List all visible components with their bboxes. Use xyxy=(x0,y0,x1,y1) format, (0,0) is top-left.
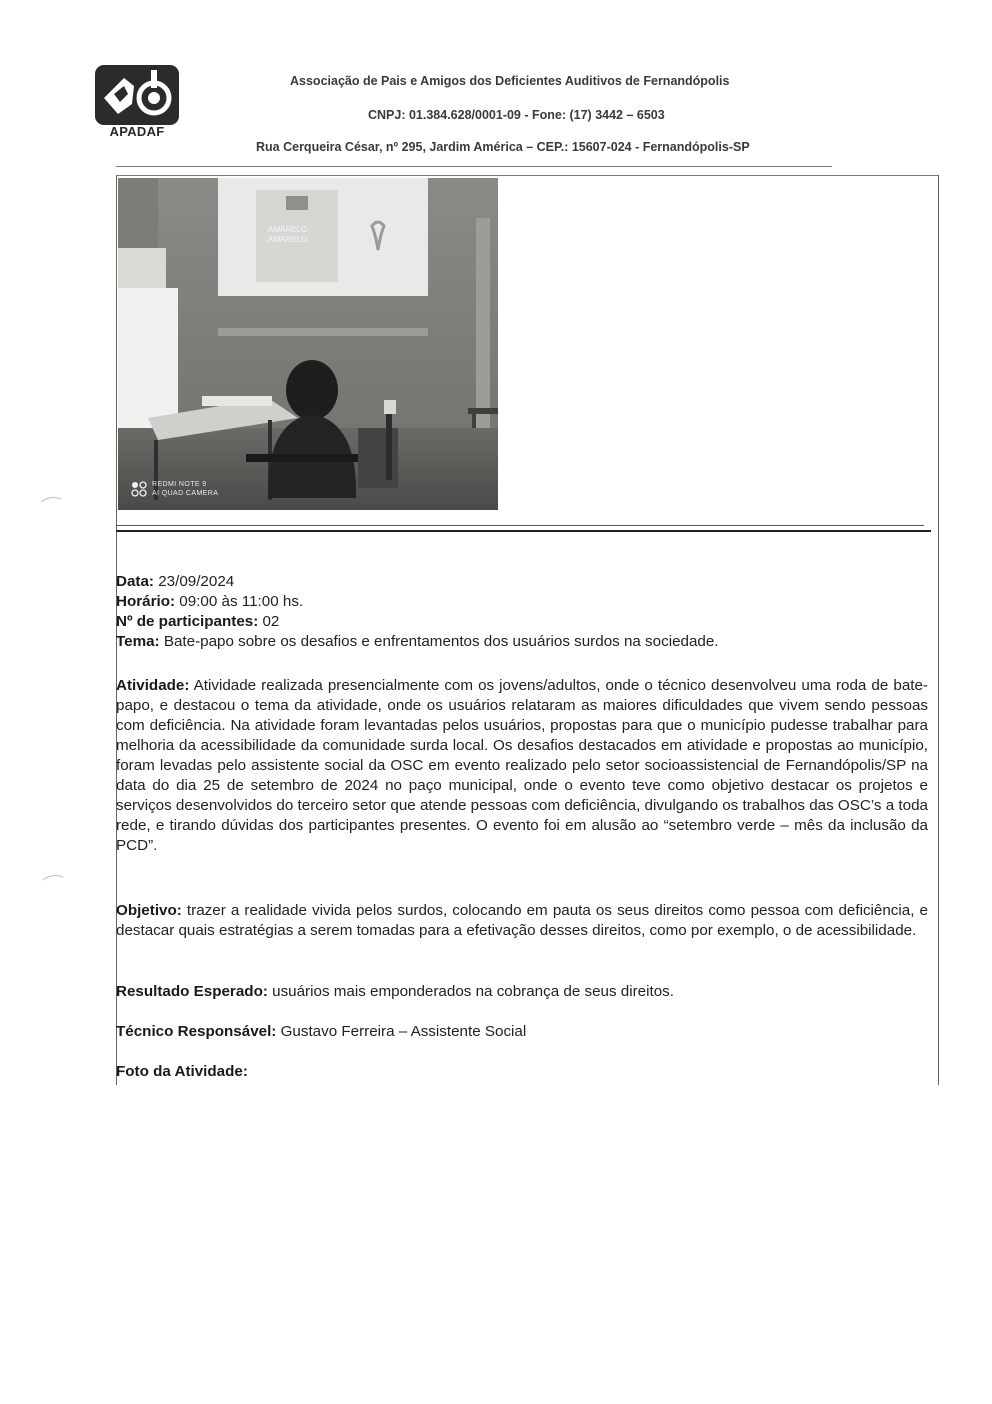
theme-line xyxy=(116,632,928,652)
camera-watermark-icon xyxy=(130,480,148,498)
screen-text-1: AMARELO xyxy=(268,225,308,234)
scan-margin-mark xyxy=(40,494,62,504)
activity-paragraph xyxy=(116,676,928,856)
participants-label: Nº de participantes: xyxy=(116,613,259,630)
activity-label: Atividade: xyxy=(116,677,190,694)
section-divider-thin xyxy=(116,525,924,526)
classroom-photo-illustration xyxy=(118,178,498,510)
participants-line xyxy=(116,612,928,632)
header-divider xyxy=(116,166,832,167)
activity-photo xyxy=(118,178,498,510)
time-line xyxy=(116,592,928,612)
theme-label: Tema: xyxy=(116,633,160,650)
photo-section-label: Foto da Atividade: xyxy=(116,1063,248,1080)
objective-label: Objetivo: xyxy=(116,902,182,919)
participants-value: 02 xyxy=(258,613,280,630)
watermark-line-1: REDMI NOTE 9 xyxy=(152,481,207,488)
responsible-text: Gustavo Ferreira – Assistente Social xyxy=(276,1023,527,1040)
expected-result-text: usuários mais emponderados na cobrança de seus direitos. xyxy=(267,983,674,1000)
responsible-paragraph xyxy=(116,1022,928,1042)
watermark-line-2: AI QUAD CAMERA xyxy=(152,490,219,497)
camera-watermark xyxy=(152,480,218,498)
frame-top-border xyxy=(116,175,939,176)
date-line xyxy=(116,572,928,592)
organization-name: Associação de Pais e Amigos dos Deficientes Auditivos de Fernandópolis xyxy=(290,74,730,88)
expected-result-paragraph xyxy=(116,982,928,1002)
objective-paragraph xyxy=(116,901,928,941)
time-label: Horário: xyxy=(116,593,176,610)
objective-text: trazer a realidade vivida pelos surdos, colocando em pauta os seus direitos como pessoa com deficiência, e destacar quais estratégias a serem tomadas para a efetivação desses direitos, como por exemplo, o de acessibilidade. xyxy=(116,902,928,939)
date-value: 23/09/2024 xyxy=(153,573,235,590)
theme-value: Bate-papo sobre os desafios e enfrentamentos dos usuários surdos na sociedade. xyxy=(159,633,719,650)
cnpj-phone: CNPJ: 01.384.628/0001-09 - Fone: (17) 3442 – 6503 xyxy=(368,108,665,122)
scan-margin-mark xyxy=(42,872,64,882)
apadaf-logo-icon xyxy=(94,64,180,126)
logo-text: APADAF xyxy=(109,124,165,139)
screen-text-2: AMARELO xyxy=(268,235,308,244)
frame-right-border xyxy=(938,175,939,1085)
section-divider-thick xyxy=(116,530,931,532)
apadaf-logo xyxy=(92,64,182,144)
responsible-label: Técnico Responsável: xyxy=(116,1023,277,1040)
report-meta xyxy=(116,572,928,652)
photo-section-heading xyxy=(116,1062,928,1082)
expected-result-label: Resultado Esperado: xyxy=(116,983,268,1000)
date-label: Data: xyxy=(116,573,154,590)
time-value: 09:00 às 11:00 hs. xyxy=(175,593,304,610)
activity-text: Atividade realizada presencialmente com os jovens/adultos, onde o técnico desenvolveu uma roda de bate-papo, e destacou o tema da atividade, onde os usuários relataram as maiores dificuldades que vivem sendo pessoas com deficiência. Na atividade foram levantadas pelos usuários, propostas para que o município pudesse trabalhar para melhoria da acessibilidade da comunidade surda local. Os desafios destacados em atividade e propostas ao município, foram levadas pelo assistente social da OSC em evento realizado pelo setor socioassistencial de Fernandópolis/SP na data do dia 25 de setembro de 2024 no paço municipal, onde o evento teve como objetivo destacar os projetos e serviços desenvolvidos do terceiro setor que atende pessoas com deficiência, divulgando os trabalhos das OSC’s a toda rede, e tirando dúvidas dos participantes presentes. O evento foi em alusão ao “setembro verde – mês da inclusão da PCD”. xyxy=(116,677,928,854)
address: Rua Cerqueira César, nº 295, Jardim América – CEP.: 15607-024 - Fernandópolis-SP xyxy=(256,140,750,154)
